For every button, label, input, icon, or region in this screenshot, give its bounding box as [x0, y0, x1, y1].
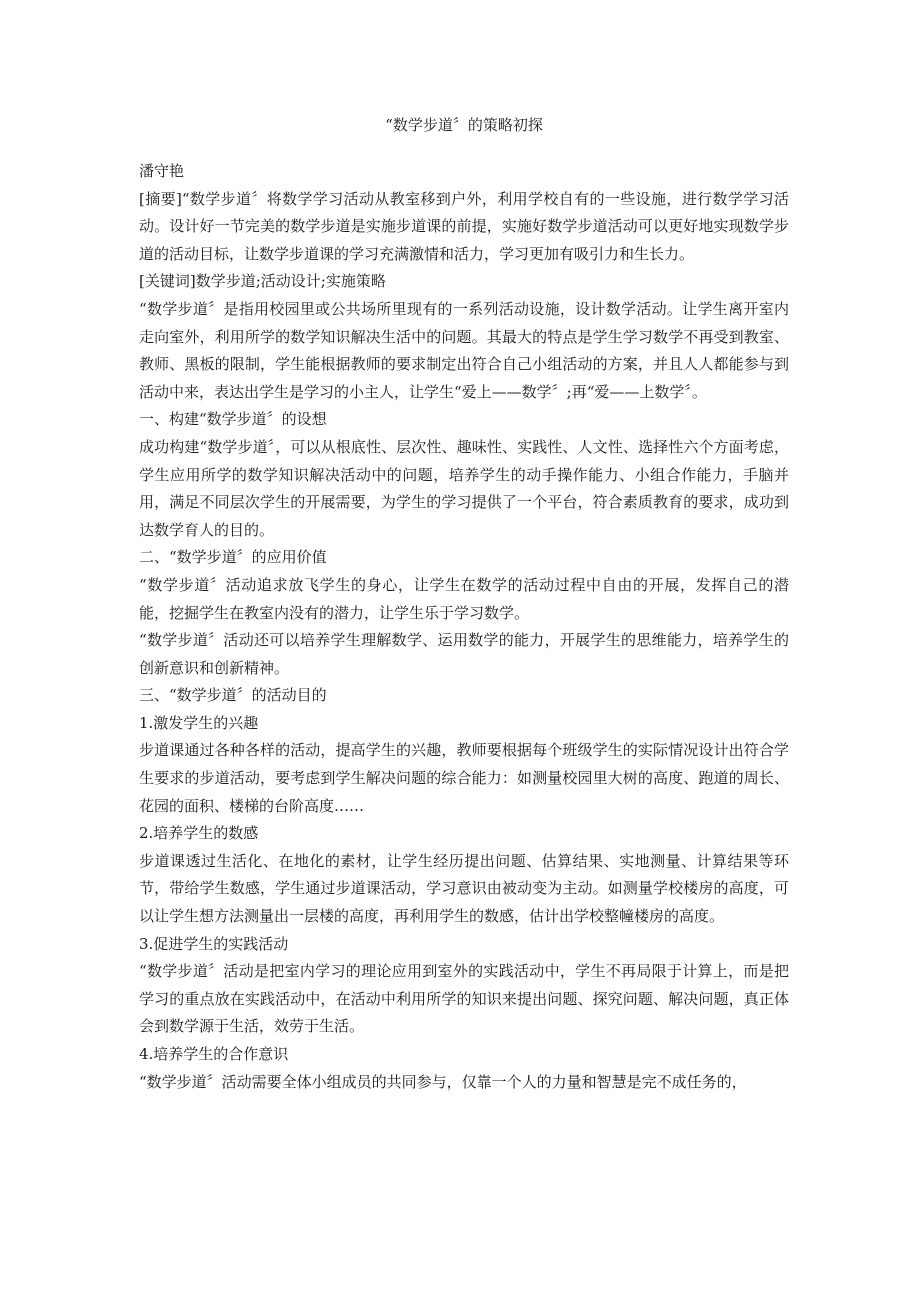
- item-1-paragraph: 步道课通过各种各样的活动，提高学生的兴趣，教师要根据每个班级学生的实际情况设计出符合学生要求的步道活动，要考虑到学生解决问题的综合能力：如测量校园里大树的高度、跑道的周长、花园的面积、楼梯的台阶高度……: [139, 741, 789, 815]
- section-2-paragraph-1: “数学步道〞活动追求放飞学生的身心，让学生在数学的活动过程中自由的开展，发挥自己的潜能，挖掘学生在教室内没有的潜力，让学生乐于学习数学。: [139, 575, 789, 622]
- section-1-heading: 一、构建“数学步道〞的设想: [139, 410, 327, 429]
- section-3-heading: 三、“数学步道〞的活动目的: [139, 686, 327, 705]
- item-4-paragraph: “数学步道〞活动需要全体小组成员的共同参与，仅靠一个人的力量和智慧是完不成任务的，: [139, 1072, 747, 1091]
- section-2-heading: 二、“数学步道〞的应用价值: [139, 548, 327, 567]
- author-name: 潘守艳: [139, 162, 185, 180]
- intro-paragraph: “数学步道〞是指用校园里或公共场所里现有的一系列活动设施，设计数学活动。让学生离开室内走向室外，利用所学的数学知识解决生活中的问题。其最大的特点是学生学习数学不再受到教室、教师、黑板的限制，学生能根据教师的要求制定出符合自己小组活动的方案，并且人人都能参与到活动中来，表达出学生是学习的小主人，让学生“爱上——数学〞;再“爱——上数学〞。: [139, 299, 789, 401]
- item-1-heading: 1.激发学生的兴趣: [139, 713, 259, 732]
- keywords-line: [关键词]数学步道;活动设计;实施策略: [139, 272, 386, 291]
- item-4-heading: 4.培养学生的合作意识: [139, 1045, 289, 1063]
- section-2-paragraph-2: “数学步道〞活动还可以培养学生理解数学、运用数学的能力，开展学生的思维能力，培养学生的创新意识和创新精神。: [139, 631, 789, 677]
- item-3-heading: 3.促进学生的实践活动: [139, 934, 289, 953]
- section-1-paragraph: 成功构建“数学步道〞，可以从根底性、层次性、趣味性、实践性、人文性、选择性六个方面考虑，学生应用所学的数学知识解决活动中的问题，培养学生的动手操作能力、小组合作能力，手脑并用，满足不同层次学生的开展需要，为学生的学习提供了一个平台，符合素质教育的要求，成功到达数学育人的目的。: [139, 437, 789, 539]
- item-2-paragraph: 步道课透过生活化、在地化的素材，让学生经历提出问题、估算结果、实地测量、计算结果等环节，带给学生数感，学生通过步道课活动，学习意识由被动变为主动。如测量学校楼房的高度，可以让学生想方法测量出一层楼的高度，再利用学生的数感，估计出学校整幢楼房的高度。: [139, 851, 789, 926]
- abstract-paragraph: [摘要]“数学步道〞将数学学习活动从教室移到户外，利用学校自有的一些设施，进行数学学习活动。设计好一节完美的数学步道是实施步道课的前提，实施好数学步道活动可以更好地实现数学步道的活动目标，让数学步道课的学习充满激情和活力，学习更加有吸引力和生长力。: [139, 189, 789, 263]
- document-title: “数学步道〞的策略初探: [385, 116, 543, 134]
- document-page: [139, 112, 789, 1096]
- item-2-heading: 2.培养学生的数感: [139, 824, 259, 843]
- item-3-paragraph: “数学步道〞活动是把室内学习的理论应用到室外的实践活动中，学生不再局限于计算上，而是把学习的重点放在实践活动中，在活动中利用所学的知识来提出问题、探究问题、解决问题，真正体会到数学源于生活，效劳于生活。: [139, 962, 789, 1036]
